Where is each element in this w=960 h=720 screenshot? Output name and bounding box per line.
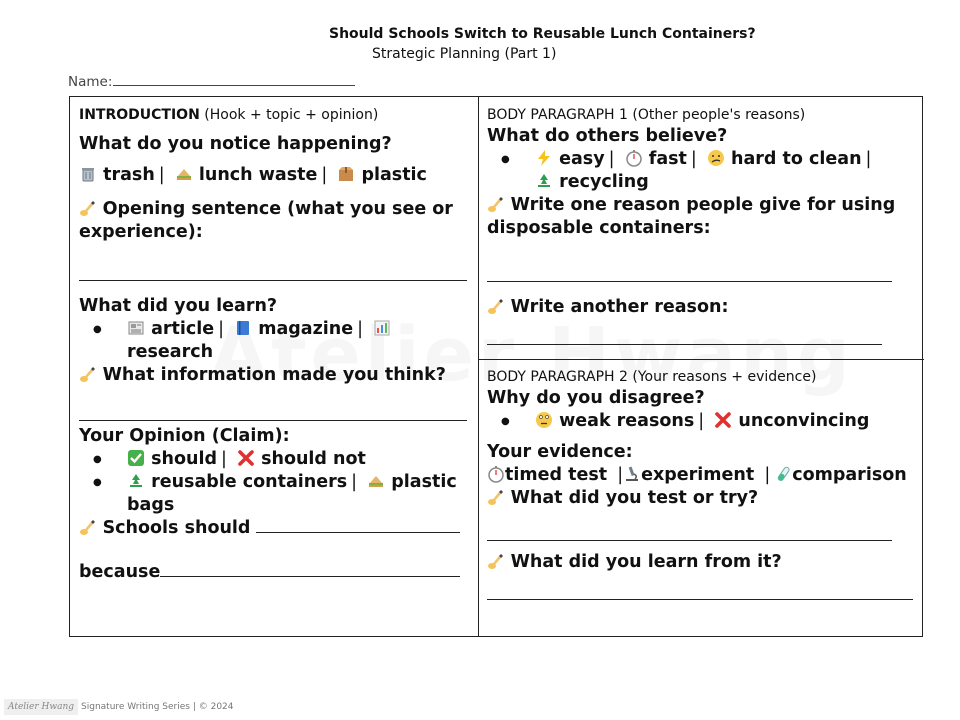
- learn-item-magazine: magazine: [258, 319, 354, 339]
- footer: [4, 699, 234, 715]
- brand-logo: Atelier Hwang: [4, 699, 78, 715]
- name-label: Name:: [68, 74, 113, 90]
- introduction-section: [79, 105, 467, 584]
- package-icon: [337, 165, 355, 185]
- footer-text: Signature Writing Series | © 2024: [81, 702, 234, 712]
- newspaper-icon: [127, 319, 145, 339]
- notice-item-plastic: plastic: [361, 165, 427, 185]
- body1-heading-rest: (Other people's reasons): [632, 107, 806, 123]
- opening-answer-line[interactable]: [79, 280, 467, 281]
- check-mark-icon: [127, 449, 145, 469]
- info-answer-line[interactable]: [79, 420, 467, 421]
- body-paragraph-2-section: [487, 367, 917, 612]
- microscope-icon: [623, 465, 641, 485]
- list-item: ● should | should not: [79, 448, 467, 471]
- body1-heading: [487, 105, 917, 125]
- opening-prompt: Opening sentence (what you see or experience):: [79, 199, 453, 242]
- learn-item-article: article: [151, 319, 215, 339]
- evidence-items: timed test | experiment | comparison: [487, 464, 917, 487]
- worksheet-title: Should Schools Switch to Reusable Lunch Containers?: [329, 26, 756, 42]
- opinion-reusable: reusable containers: [151, 472, 348, 492]
- opinion-plastic-bags: plastic bags: [127, 472, 457, 515]
- notice-item-lunch-waste: lunch waste: [198, 165, 318, 185]
- recycle-icon: [535, 172, 553, 192]
- opinion-list: [79, 448, 467, 517]
- list-item: ● article | magazine | research: [79, 318, 467, 364]
- body-paragraph-1-section: [487, 105, 917, 357]
- name-row: [68, 74, 355, 90]
- learn-question: What did you learn?: [79, 296, 278, 316]
- body1-heading-bold: BODY PARAGRAPH 1: [487, 107, 628, 123]
- introduction-heading: [79, 105, 467, 125]
- trash-icon: [79, 165, 97, 185]
- stopwatch-icon: [625, 149, 643, 169]
- schools-should-label: Schools should: [102, 518, 251, 538]
- column-divider: [478, 97, 479, 636]
- body1-item-easy: easy: [559, 149, 605, 169]
- learn-item-research: research: [127, 342, 214, 362]
- learn-list: [79, 318, 467, 364]
- sandwich-icon: [175, 165, 193, 185]
- because-label: because: [79, 562, 161, 582]
- notice-item-trash: trash: [103, 165, 155, 185]
- writing-hand-icon: [487, 297, 505, 317]
- opening-prompt-row: [79, 198, 467, 244]
- opinion-should-not: should not: [261, 449, 366, 469]
- sandwich-icon: [367, 472, 385, 492]
- introduction-heading-rest: (Hook + topic + opinion): [204, 107, 379, 123]
- body1-list: [487, 148, 917, 194]
- body1-prompt2-row: [487, 296, 917, 319]
- because-row: [79, 561, 467, 584]
- body1-question: What do others believe?: [487, 126, 728, 146]
- info-prompt-row: [79, 364, 467, 387]
- body2-list: [487, 410, 917, 433]
- opinion-heading: Your Opinion (Claim):: [79, 426, 290, 446]
- info-prompt: What information made you think?: [102, 365, 446, 385]
- body2-heading-bold: BODY PARAGRAPH 2: [487, 369, 628, 385]
- body2-item-unconvincing: unconvincing: [738, 411, 870, 431]
- writing-hand-icon: [79, 365, 97, 385]
- body1-prompt1: Write one reason people give for using disposable containers:: [487, 195, 896, 238]
- name-blank-line[interactable]: [113, 75, 355, 86]
- body2-prompt2: What did you learn from it?: [510, 552, 782, 572]
- body1-prompt1-row: [487, 194, 917, 240]
- blue-book-icon: [234, 319, 252, 339]
- body2-question: Why do you disagree?: [487, 388, 705, 408]
- body2-heading-rest: (Your reasons + evidence): [632, 369, 817, 385]
- list-item: ● easy | fast | hard to clean | recycling: [487, 148, 917, 194]
- body1-prompt2: Write another reason:: [510, 297, 729, 317]
- evidence-timed-test: timed test: [505, 465, 608, 485]
- writing-hand-icon: [487, 195, 505, 215]
- body1-item-hard-to-clean: hard to clean: [731, 149, 862, 169]
- notice-items: trash | lunch waste | plastic: [79, 164, 467, 187]
- schools-should-row: [79, 517, 467, 540]
- writing-hand-icon: [79, 199, 97, 219]
- cross-mark-icon: [237, 449, 255, 469]
- lightning-icon: [535, 149, 553, 169]
- list-item: ● reusable containers | plastic bags: [79, 471, 467, 517]
- body1-item-fast: fast: [648, 149, 687, 169]
- introduction-heading-bold: INTRODUCTION: [79, 107, 200, 123]
- body1-answer-line-2[interactable]: [487, 344, 882, 345]
- list-item: ● weak reasons | unconvincing: [487, 410, 917, 433]
- schools-should-line[interactable]: [256, 520, 460, 533]
- body2-prompt1: What did you test or try?: [510, 488, 759, 508]
- because-line[interactable]: [160, 564, 460, 577]
- row-divider: [478, 359, 924, 360]
- body1-item-recycling: recycling: [559, 172, 649, 192]
- cross-mark-icon: [714, 411, 732, 431]
- evidence-experiment: experiment: [641, 465, 755, 485]
- confused-face-icon: [707, 149, 725, 169]
- body2-answer-line-1[interactable]: [487, 540, 892, 541]
- evidence-label: Your evidence:: [487, 442, 633, 462]
- body2-prompt2-row: [487, 551, 917, 574]
- body2-answer-line-2[interactable]: [487, 599, 913, 600]
- bar-chart-icon: [373, 319, 391, 339]
- worksheet-subtitle: Strategic Planning (Part 1): [372, 46, 557, 62]
- body1-answer-line-1[interactable]: [487, 281, 892, 282]
- stopwatch-icon: [487, 465, 505, 485]
- body2-prompt1-row: [487, 487, 917, 510]
- body2-heading: [487, 367, 917, 387]
- writing-hand-icon: [487, 488, 505, 508]
- opinion-should: should: [151, 449, 217, 469]
- eye-roll-face-icon: [535, 411, 553, 431]
- planning-grid: [69, 96, 923, 637]
- notice-question: What do you notice happening?: [79, 134, 392, 154]
- writing-hand-icon: [79, 518, 97, 538]
- writing-hand-icon: [487, 552, 505, 572]
- test-tube-icon: [774, 465, 792, 485]
- evidence-comparison: comparison: [792, 465, 907, 485]
- body2-item-weak-reasons: weak reasons: [559, 411, 695, 431]
- recycle-icon: [127, 472, 145, 492]
